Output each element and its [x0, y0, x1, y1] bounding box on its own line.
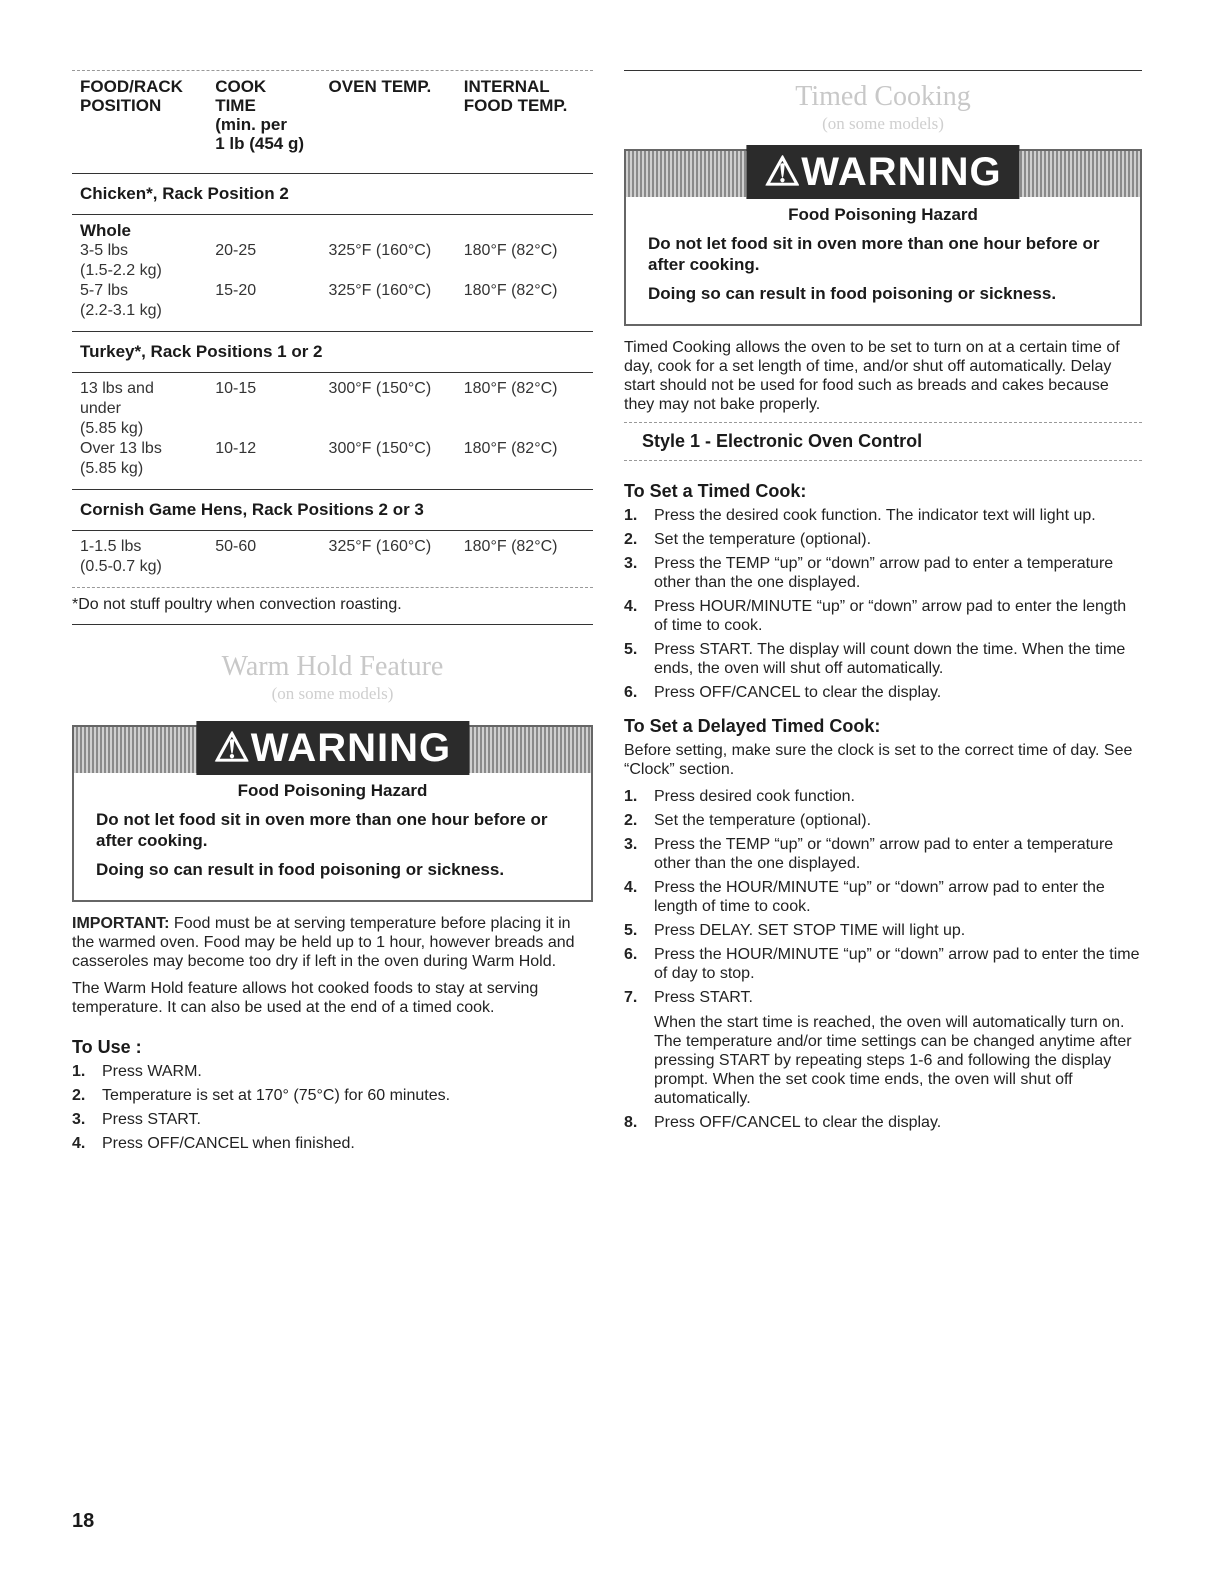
warning-body — [74, 773, 591, 900]
table-row — [72, 439, 593, 479]
timed-cooking-title: Timed Cooking — [795, 81, 971, 112]
delayed-cook-heading: To Set a Delayed Timed Cook: — [624, 716, 881, 736]
list-item: 3. Press the TEMP “up” or “down” arrow pad to enter a temperature other than the one displayed. — [624, 555, 1114, 591]
internal-cell: 180°F (82°C) — [463, 440, 558, 457]
list-item: 2. Set the temperature (optional). — [624, 812, 872, 829]
header-internal: INTERNAL FOOD TEMP. — [463, 77, 568, 115]
section-chicken-body — [72, 215, 593, 331]
list-item: 3. Press START. — [72, 1111, 201, 1128]
table-row — [72, 537, 593, 577]
food-cell: 13 lbs and under (5.85 kg) — [80, 380, 154, 437]
internal-cell: 180°F (82°C) — [463, 380, 558, 397]
list-item: 8. Press OFF/CANCEL to clear the display. — [624, 1114, 942, 1131]
chicken-subhead: Whole — [80, 221, 131, 240]
warning-hazard: Food Poisoning Hazard — [237, 781, 428, 800]
to-use-steps — [72, 1062, 593, 1153]
page-number: 18 — [72, 1510, 95, 1532]
timed-cook-steps — [624, 506, 1142, 702]
top-rule — [624, 70, 1142, 71]
warning-line-1: Do not let food sit in oven more than one hour before or after cooking. — [96, 810, 548, 850]
list-item: 6. Press OFF/CANCEL to clear the display. — [624, 684, 942, 701]
warning-band — [626, 151, 1140, 197]
header-time: COOK TIME (min. per 1 lb (454 g) — [215, 77, 305, 153]
delayed-cook-intro: Before setting, make sure the clock is set to the correct time of day. See “Clock” section. — [624, 742, 1133, 778]
list-item: 3. Press the TEMP “up” or “down” arrow pad to enter a temperature other than the one displayed. — [624, 836, 1114, 872]
list-item: 1. Press the desired cook function. The indicator text will light up. — [624, 507, 1096, 524]
list-item: 1. Press desired cook function. — [624, 788, 855, 805]
oven-cell: 325°F (160°C) — [328, 242, 432, 259]
time-cell: 10-12 — [215, 440, 257, 457]
warm-hold-title: Warm Hold Feature — [221, 651, 444, 682]
header-food: FOOD/RACK POSITION — [80, 77, 183, 115]
warning-line-1: Do not let food sit in oven more than one hour before or after cooking. — [648, 234, 1100, 274]
list-item: 4. Press HOUR/MINUTE “up” or “down” arrow pad to enter the length of time to cook. — [624, 598, 1127, 634]
food-cell: 1-1.5 lbs (0.5-0.7 kg) — [80, 538, 162, 575]
left-column — [72, 70, 593, 1158]
list-item: 6. Press the HOUR/MINUTE “up” or “down” arrow pad to enter the time of day to stop. — [624, 946, 1140, 982]
table-row — [72, 241, 593, 281]
time-cell: 50-60 — [215, 538, 257, 555]
table-row — [72, 379, 593, 439]
warm-hold-warning-box — [72, 725, 593, 902]
delayed-cook-steps — [624, 787, 1142, 1132]
list-item: 2. Set the temperature (optional). — [624, 531, 872, 548]
food-cell: 5-7 lbs (2.2-3.1 kg) — [80, 282, 162, 319]
section-turkey-title: Turkey*, Rack Positions 1 or 2 — [72, 331, 593, 373]
warm-hold-description: The Warm Hold feature allows hot cooked foods to stay at serving temperature. It can also be used at the end of a timed cook. — [72, 980, 539, 1016]
warning-body — [626, 197, 1140, 324]
internal-cell: 180°F (82°C) — [463, 538, 558, 555]
right-column — [624, 70, 1142, 1137]
warning-hazard: Food Poisoning Hazard — [788, 205, 978, 224]
table-row — [72, 281, 593, 321]
warning-band — [74, 727, 591, 773]
time-cell: 10-15 — [215, 380, 257, 397]
to-use-heading: To Use : — [72, 1037, 142, 1057]
oven-cell: 325°F (160°C) — [328, 538, 432, 555]
step-7-note: When the start time is reached, the oven will automatically turn on. The temperature and/or time settings can be changed anytime after pressing START by repeating steps 1-6 and following the display prompt. When the set cook time ends, the oven will shut off automatically. — [654, 1014, 1132, 1107]
oven-cell: 325°F (160°C) — [328, 282, 432, 299]
list-item: 7. Press START. When the start time is reached, the oven will automatically turn on. The temperature and/or time settings can be changed anytime after pressing START by repeating steps 1-6 and following the display prompt. When the set cook time ends, the oven will shut off automatically. — [624, 988, 1142, 1108]
important-label: IMPORTANT: — [72, 915, 170, 932]
important-text: Food must be at serving temperature before placing it in the warmed oven. Food may be held up to 1 hour, however breads and casseroles may become too dry if left in the oven during Warm Hold. — [72, 915, 575, 970]
warning-line-2: Doing so can result in food poisoning or sickness. — [96, 860, 505, 879]
list-item: 5. Press START. The display will count down the time. When the time ends, the oven will shut off automatically. — [624, 641, 1126, 677]
time-cell: 15-20 — [215, 282, 257, 299]
timed-cooking-subtitle: (on some models) — [822, 114, 944, 133]
warning-line-2: Doing so can result in food poisoning or sickness. — [648, 284, 1057, 303]
food-cell: Over 13 lbs (5.85 kg) — [80, 440, 162, 477]
section-turkey-body — [72, 373, 593, 489]
timed-cook-heading: To Set a Timed Cook: — [624, 481, 807, 501]
section-cornish-body — [72, 531, 593, 587]
section-chicken-title: Chicken*, Rack Position 2 — [72, 173, 593, 215]
list-item: 4. Press OFF/CANCEL when finished. — [72, 1135, 355, 1152]
table-header — [72, 70, 593, 173]
warning-label: ⚠WARNING — [196, 721, 469, 775]
style-label: Style 1 - Electronic Oven Control — [624, 422, 1142, 461]
internal-cell: 180°F (82°C) — [463, 282, 558, 299]
warm-hold-subtitle: (on some models) — [271, 684, 394, 703]
list-item: 2. Temperature is set at 170° (75°C) for 60 minutes. — [72, 1087, 451, 1104]
timed-cooking-warning-box — [624, 149, 1142, 326]
list-item: 4. Press the HOUR/MINUTE “up” or “down” arrow pad to enter the length of time to cook. — [624, 879, 1105, 915]
important-paragraph — [72, 914, 593, 971]
section-cornish-title: Cornish Game Hens, Rack Positions 2 or 3 — [72, 489, 593, 531]
header-oven: OVEN TEMP. — [328, 77, 432, 96]
internal-cell: 180°F (82°C) — [463, 242, 558, 259]
list-item: 5. Press DELAY. SET STOP TIME will light up. — [624, 922, 966, 939]
list-item: 1. Press WARM. — [72, 1063, 202, 1080]
warning-label: ⚠WARNING — [746, 145, 1019, 199]
food-cell: 3-5 lbs (1.5-2.2 kg) — [80, 242, 162, 279]
oven-cell: 300°F (150°C) — [328, 380, 432, 397]
timed-cooking-intro: Timed Cooking allows the oven to be set to turn on at a certain time of day, cook for a set length of time, and/or shut off automatically. Delay start should not be used for food such as breads and cakes because they may not bake properly. — [624, 339, 1120, 413]
table-footnote: *Do not stuff poultry when convection roasting. — [72, 587, 593, 625]
oven-cell: 300°F (150°C) — [328, 440, 432, 457]
time-cell: 20-25 — [215, 242, 257, 259]
roasting-table — [72, 70, 593, 625]
